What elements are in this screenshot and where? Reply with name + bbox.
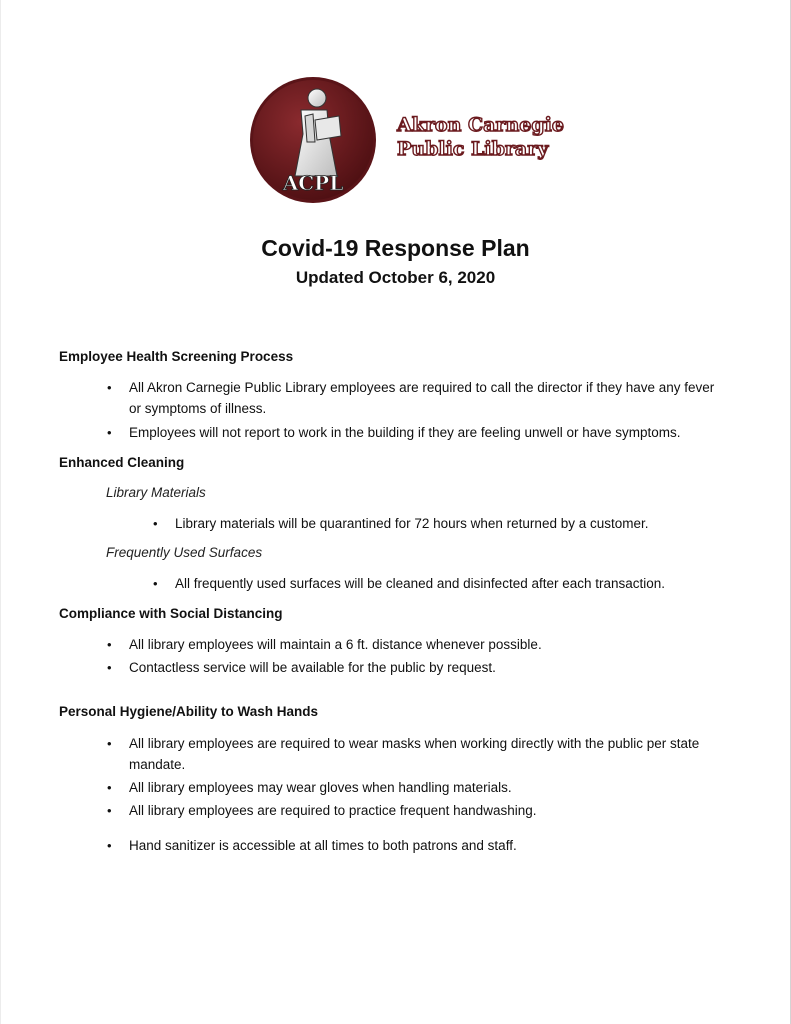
bullet-icon: • [107,380,112,395]
bullet-icon: • [107,736,112,751]
list-item: • All library employees are required to practice frequent handwashing. [129,800,729,821]
list-item: • Contactless service will be available for the public by request. [129,657,729,678]
library-seal-logo [249,76,377,204]
section-heading-personal-hygiene: Personal Hygiene/Ability to Wash Hands [59,704,319,719]
bullet-icon: • [107,838,112,853]
list-item: • Hand sanitizer is accessible at all times to both patrons and staff. [129,835,729,856]
list-item: • All frequently used surfaces will be cleaned and disinfected after each transaction. [175,573,735,594]
bullet-icon: • [107,803,112,818]
bullet-icon: • [107,425,112,440]
bullet-icon: • [107,637,112,652]
bullet-icon: • [153,516,158,531]
section-heading-health-screening: Employee Health Screening Process [59,349,294,364]
list-item: • Employees will not report to work in the building if they are feeling unwell or have symptoms. [129,422,729,443]
library-wordmark-logo [393,111,588,161]
list-item: • All library employees are required to wear masks when working directly with the public per state mandate. [129,733,729,775]
section-heading-enhanced-cleaning: Enhanced Cleaning [59,455,185,470]
list-item: • All library employees may wear gloves when handling materials. [129,777,729,798]
bullet-icon: • [107,660,112,675]
list-item: • All library employees will maintain a 6 ft. distance whenever possible. [129,634,729,655]
bullet-icon: • [107,780,112,795]
seal-initials-text: ACPL [282,171,344,195]
document-title: Covid-19 Response Plan [261,235,530,261]
bullet-icon: • [153,576,158,591]
list-item: • Library materials will be quarantined for 72 hours when returned by a customer. [175,513,735,534]
subsection-heading-frequently-used-surfaces: Frequently Used Surfaces [106,545,263,560]
list-item: • All Akron Carnegie Public Library employees are required to call the director if they have any fever or symptoms of illness. [129,377,729,419]
page-edge-left [0,0,1,1024]
wordmark-line2: Public Library [397,138,549,160]
subsection-heading-library-materials: Library Materials [106,485,206,500]
wordmark-line1: Akron Carnegie [397,114,564,136]
section-heading-social-distancing: Compliance with Social Distancing [59,606,283,621]
document-subtitle: Updated October 6, 2020 [295,268,496,287]
